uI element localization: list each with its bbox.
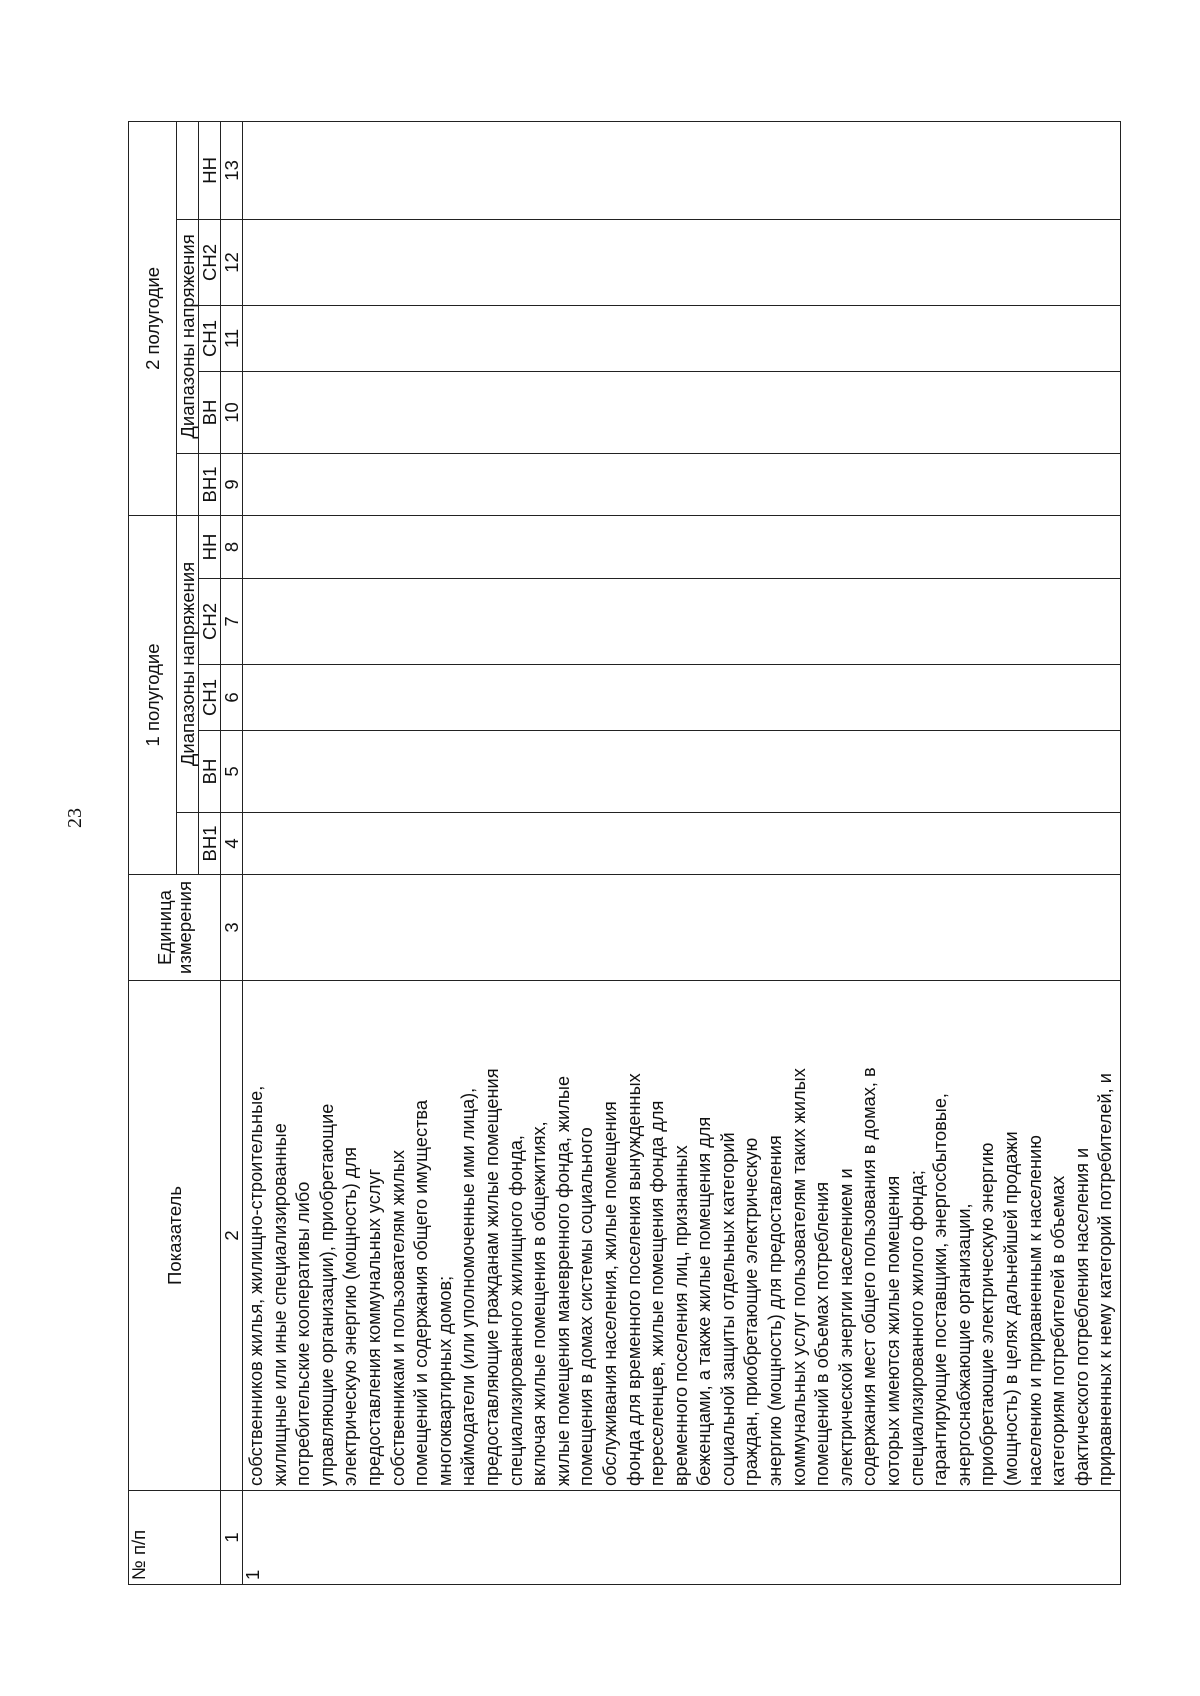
header-level: ВН1	[199, 453, 221, 515]
header-level: СН2	[199, 579, 221, 665]
empty-cell	[243, 121, 1121, 219]
header-num: № п/п	[129, 1491, 221, 1585]
description-line: граждан, приобретающие электрическую	[741, 1137, 762, 1486]
description-line: обслуживания населения, жилые помещения	[599, 1101, 620, 1486]
empty-cell	[243, 371, 1121, 453]
empty-cell	[243, 731, 1121, 813]
column-number: 6	[221, 665, 243, 731]
header-level: СН1	[199, 665, 221, 731]
header-unit: Единица измерения	[129, 875, 221, 981]
description-line: электрическую энергию (мощность) для	[340, 1147, 361, 1486]
column-number: 5	[221, 731, 243, 813]
description-line: помещений и содержания общего имущества	[411, 1100, 432, 1486]
empty-cell	[243, 665, 1121, 731]
description-line: энергию (мощность) для предоставления	[765, 1135, 786, 1486]
description-line: категориям потребителей в объемах	[1048, 1175, 1069, 1486]
description-line: временного поселения лиц, признанных	[670, 1145, 691, 1486]
description-line: предоставляющие гражданам жилые помещения	[481, 1068, 502, 1486]
description-line: коммунальных услуг пользователям таких жилых	[788, 1068, 809, 1486]
description-line: (мощность) в целях дальнейшей продажи	[1001, 1131, 1021, 1486]
description-line: содержания мест общего пользования в домах, в	[859, 1067, 880, 1486]
header-level: ВН1	[199, 813, 221, 875]
column-number: 11	[221, 305, 243, 371]
description-line: потребительские кооперативы либо	[293, 1181, 314, 1486]
empty-cell	[243, 515, 1121, 578]
column-number: 8	[221, 515, 243, 578]
data-table	[128, 121, 1121, 1585]
header-level: СН2	[199, 219, 221, 305]
header-level: НН	[199, 515, 221, 578]
description-line: помещения в домах системы социального	[576, 1127, 597, 1486]
description-line: жилищные или иные специализированные	[269, 1123, 290, 1486]
description-line: специализированного жилищного фонда,	[505, 1135, 526, 1486]
description-line: специализированного жилого фонда;	[906, 1170, 927, 1486]
header-level: НН	[199, 121, 221, 219]
empty-cell	[243, 579, 1121, 665]
row-num: 1	[243, 1491, 1121, 1585]
description-line: переселенцев, жилые помещения фонда для	[647, 1100, 668, 1486]
description-line: собственников жилья, жилищно-строительные,	[246, 1085, 266, 1486]
description-line: населению и приравненным к населению	[1024, 1135, 1045, 1486]
description-line: беженцами, а также жилые помещения для	[694, 1116, 715, 1486]
header-level: ВН	[199, 731, 221, 813]
description-line: фактического потребления населения и	[1071, 1147, 1092, 1486]
column-number: 13	[221, 121, 243, 219]
column-number: 10	[221, 371, 243, 453]
description-line: предоставления коммунальных услуг	[363, 1168, 384, 1486]
description-line: собственникам и пользователям жилых	[387, 1150, 408, 1486]
empty-cell	[243, 219, 1121, 305]
page-number: 23	[64, 808, 86, 828]
column-number: 4	[221, 813, 243, 875]
column-number: 9	[221, 453, 243, 515]
header-half-1: 1 полугодие	[129, 515, 177, 874]
header-level: ВН	[199, 371, 221, 453]
description-line: жилые помещения маневренного фонда, жилые	[552, 1075, 573, 1486]
description-line: помещений в объемах потребления	[812, 1181, 833, 1486]
header-level: СН1	[199, 305, 221, 371]
description-line: наймодатели (или уполномоченные ими лица),	[458, 1087, 479, 1486]
row-description	[243, 981, 1121, 1491]
column-number: 12	[221, 219, 243, 305]
description-line: приобретающие электрическую энергию	[977, 1142, 998, 1486]
table-row	[243, 121, 1121, 1584]
empty-cell	[243, 305, 1121, 371]
description-line: включая жилые помещения в общежитиях,	[529, 1121, 550, 1486]
description-line: электрической энергии населением и	[835, 1168, 856, 1486]
description-line: социальной защиты отдельных категорий	[717, 1132, 738, 1486]
column-number: 3	[221, 875, 243, 981]
header-half-2: 2 полугодие	[129, 121, 177, 515]
description-line: фонда для временного поселения вынужденных	[623, 1073, 644, 1486]
description-line: энергоснабжающие организации,	[953, 1203, 974, 1486]
tariff-table	[128, 122, 1116, 1585]
empty-cell	[243, 813, 1121, 875]
header-voltage-ranges-2: Диапазоны напряжения	[177, 219, 199, 453]
column-number: 7	[221, 579, 243, 665]
header-indicator: Показатель	[129, 981, 221, 1491]
column-number: 2	[221, 981, 243, 1491]
empty-cell	[243, 453, 1121, 515]
description-line: управляющие организации), приобретающие	[316, 1103, 337, 1486]
description-line: гарантирующие поставщики, энергосбытовые,	[930, 1093, 951, 1486]
description-line: которых имеются жилые помещения	[883, 1175, 904, 1486]
column-number-row	[221, 121, 243, 1584]
description-line: приравненных к нему категорий потребителей, и	[1095, 1073, 1116, 1486]
description-line: многоквартирных домов;	[434, 1275, 455, 1486]
description-text	[245, 985, 1118, 1486]
column-number: 1	[221, 1491, 243, 1585]
header-voltage-ranges-1: Диапазоны напряжения	[177, 515, 199, 812]
empty-cell	[243, 875, 1121, 981]
